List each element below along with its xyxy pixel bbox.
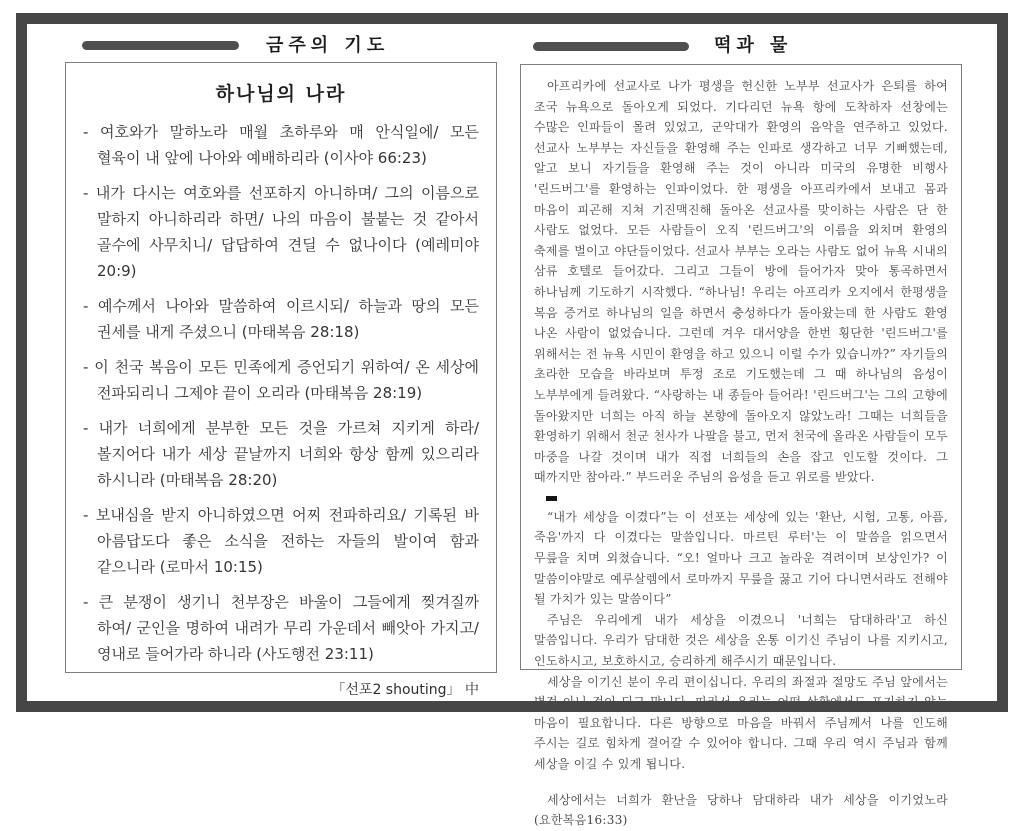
prayer-verse: - 예수께서 나아와 말씀하여 이르시되/ 하늘과 땅의 모든 권세를 내게 주셨으니 (마태복음 28:18) [83, 297, 479, 341]
right-header-bar [533, 42, 689, 51]
prayer-verse: - 이 천국 복음이 모든 민족에게 증언되기 위하여/ 온 세상에 전파되리니 그제야 끝이 오리라 (마태복음 28:19) [83, 358, 479, 402]
left-section-title: 금주의 기도 [266, 35, 390, 56]
prayer-box [65, 62, 497, 698]
prayer-verse: - 여호와가 말하노라 매월 초하루와 매 안식일에/ 모든 혈육이 내 앞에 나아와 예배하리라 (이사야 66:23) [83, 123, 479, 167]
right-section-title: 떡과 물 [714, 35, 793, 56]
prayer-verse: - 큰 분쟁이 생기니 천부장은 바울이 그들에게 찢겨질까 하여/ 군인을 명하여 내려가 무리 가운데서 빼앗아 가지고/ 영내로 들어가라 하니라 (사도행전 23:11) [83, 593, 479, 663]
essay-paragraph: 주님은 우리에게 내가 세상을 이겼으니 '너희는 담대하라'고 하신 말씀입니다. 우리가 담대한 것은 세상을 온통 이기신 주님이 나를 지키시고, 인도하시고, 보호하시고, 승리하게 해주시기 때문입니다. [534, 612, 948, 669]
prayer-verse: - 보내심을 받지 아니하였으면 어찌 전파하리요/ 기록된 바 아름답도다 좋은 소식을 전하는 자들의 발이여 함과 같으니라 (로마서 10:15) [83, 506, 479, 576]
prayer-source-citation: 「선포2 shouting」 中 [331, 682, 479, 698]
prayer-title: 하나님의 나라 [215, 83, 347, 105]
essay-paragraph: 세상을 이기신 분이 우리 편이십니다. 우리의 좌절과 절망도 주님 앞에서는 별것 아닌 것이 되고 맙니다. 따라서 우리는 어떤 상황에서도 포기하지 않는 마음이 필요합니다. 다른 방향으로 마음을 바꿔서 주님께서 나를 인도해 주시는 길로 힘차게 걸어갈 수 있어야 합니다. 그때 우리 역시 주님과 함께 세상을 이길 수 있게 됩니다. [534, 674, 948, 771]
essay-box [520, 64, 962, 828]
section-marker-icon [546, 496, 557, 501]
prayer-verse: - 내가 다시는 여호와를 선포하지 아니하며/ 그의 이름으로 말하지 아니하리라 하면/ 나의 마음이 불붙는 것 같아서 골수에 사무치니/ 답답하여 견딜 수 없나이다 (예레미야 20:9) [83, 184, 479, 280]
prayer-verse: - 내가 너희에게 분부한 모든 것을 가르쳐 지키게 하라/ 볼지어다 내가 세상 끝날까지 너희와 항상 함께 있으리라 하시니라 (마태복음 28:20) [83, 419, 479, 489]
essay-paragraph: 아프리카에 선교사로 나가 평생을 헌신한 노부부 선교사가 은퇴를 하여 조국 뉴욕으로 돌아오게 되었다. 기다리던 뉴욕 항에 도착하자 선창에는 수많은 인파들이 몰려 있었고, 군악대가 환영의 음악을 연주하고 있었다. 선교사 노부부는 자신들을 환영해 주는 인파로 생각하고 너무 기뻐했는데, 알고 보니 자기들을 환영해 주는 것이 아니라 미국의 유명한 비행사 '린드버그'를 환영하는 인파이었다. 한 평생을 아프리카에서 보내고 몸과 마음이 피곤해 지쳐 기진맥진해 돌아온 선교사를 맞이하는 사람은 단 한 사람도 없었다. 모든 사람들이 오직 '린드버그'의 이름을 외치며 환영의 축제를 벌이고 야단들이었다. 선교사 부부는 오라는 사람도 없어 뉴욕 시내의 삼류 호텔로 들어갔다. 그리고 그들이 방에 들어가자 맞아 통곡하면서 하나님께 기도하기 시작했다. “하나님! 우리는 아프리카 오지에서 한평생을 복음 증거로 하나님의 일을 하면서 충성하다가 돌아왔는데 한 사람도 환영 나온 사람이 없었습니다. 그런데 겨우 대서양을 한번 횡단한 '린드버그'를 위해서는 전 뉴욕 시민이 환영을 하고 있으니 이럴 수가 있습니까?” 자기들의 초라한 모습을 바라보며 투정 조로 기도했는데 그 때 하나님의 음성이 노부부에게 들려왔다. “사랑하는 내 종들아 들어라! '린드버그'는 그의 고향에 돌아왔지만 너희는 아직 하늘 본향에 돌아오지 않았노라! 그때는 너희들을 환영하기 위해서 천군 천사가 나팔을 불고, 먼저 천국에 올라온 사람들이 모두 마중을 나갈 것이며 내가 직접 너희들의 손을 잡고 인도할 것이다. 그 때까지만 참아라.” 부드러운 주님의 음성을 듣고 위로를 받았다. [534, 79, 948, 485]
essay-paragraph: “내가 세상을 이겼다”는 이 선포는 세상에 있는 '환난, 시험, 고통, 아픔, 죽음'까지 다 이겼다는 말씀입니다. 마르틴 루터'는 이 말씀을 읽으면서 무릎을 치며 외쳤습니다. “오! 얼마나 크고 놀라운 격려이며 보상인가? 이 말씀이야말로 예루살렘에서 로마까지 무릎을 꿇고 기어 다니면서라도 전해야 될 가치가 있는 말씀이다” [534, 509, 948, 607]
closing-bible-verse: 세상에서는 너희가 환난을 당하나 담대하라 내가 세상을 이기었노라(요한복음16:33) [534, 792, 948, 828]
left-header-bar [82, 41, 239, 50]
